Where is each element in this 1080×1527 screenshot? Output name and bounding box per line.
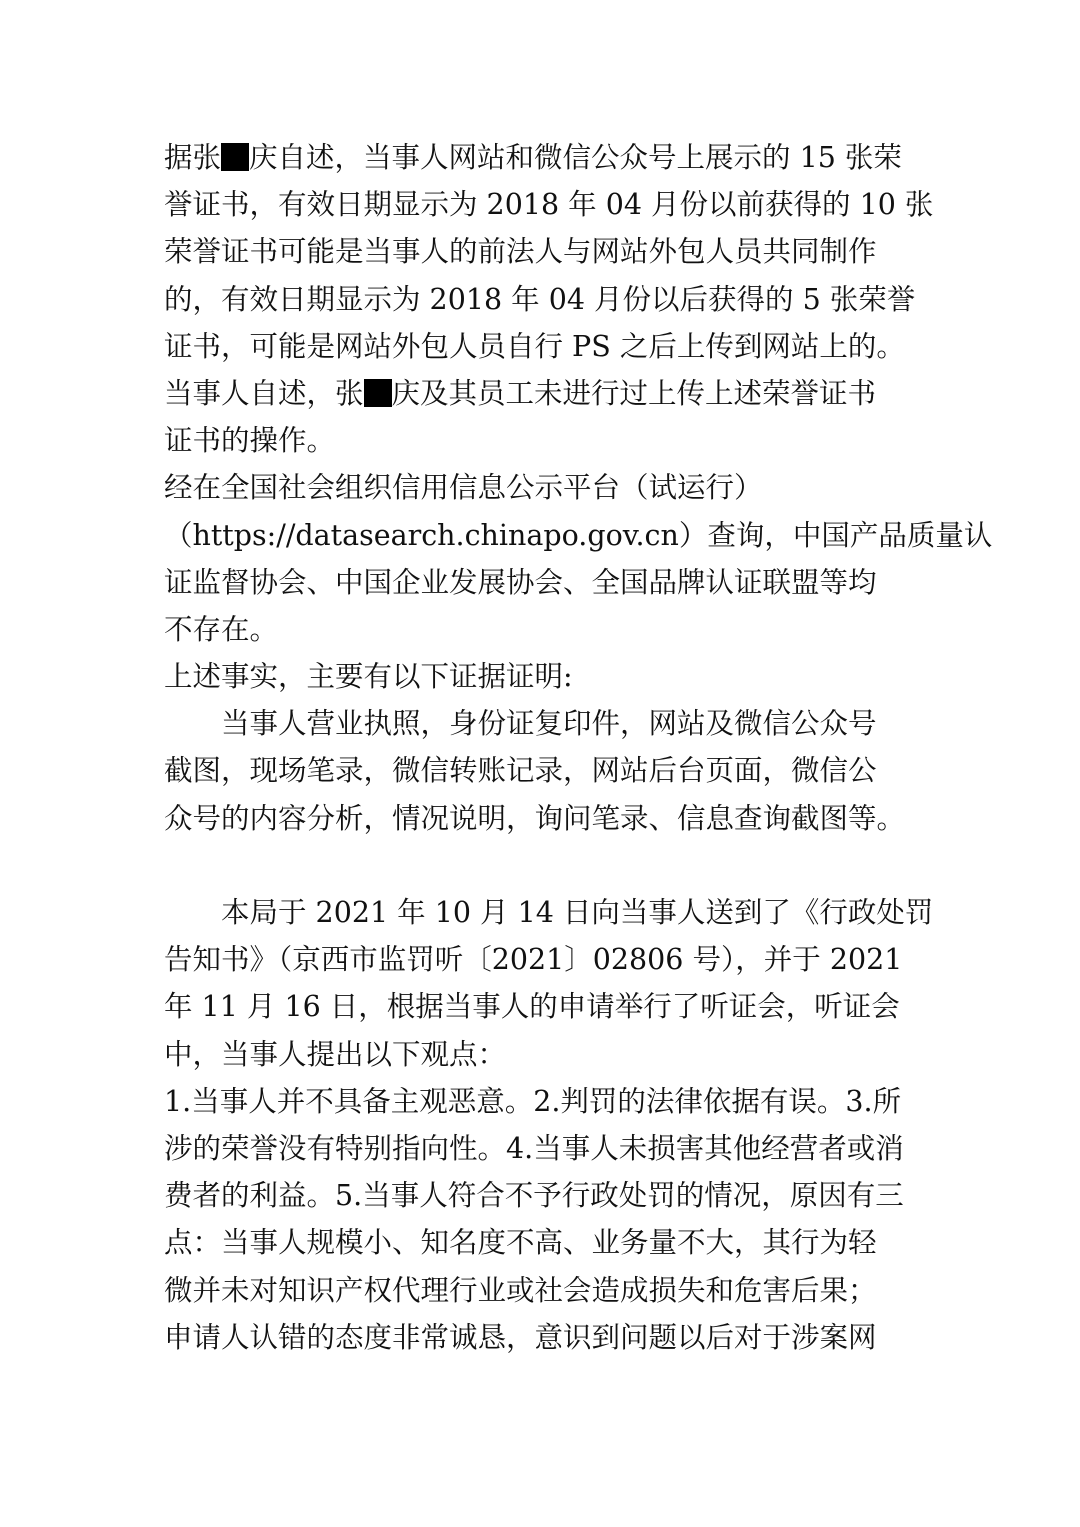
text-line: 年 11 月 16 日，根据当事人的申请举行了听证会，听证会 <box>164 990 900 1024</box>
paragraph-gap <box>164 842 924 889</box>
text-line: 据张 庆自述，当事人网站和微信公众号上展示的 15 张荣 <box>164 141 902 174</box>
text-line: 中，当事人提出以下观点： <box>164 1037 507 1071</box>
text-line: 当事人自述，张 庆及其员工未进行过上传上述荣誉证书 <box>164 376 877 410</box>
text-line: 微并未对知识产权代理行业或社会造成损失和危害后果； <box>164 1273 877 1307</box>
text-line: 不存在。 <box>164 612 279 646</box>
text-line: 截图，现场笔录，微信转账记录，网站后台页面，微信公 <box>164 754 877 788</box>
text-line: 证监督协会、中国企业发展协会、全国品牌认证联盟等均 <box>164 565 877 599</box>
text-line: 的，有效日期显示为 2018 年 04 月份以后获得的 5 张荣誉 <box>164 282 916 316</box>
text-line: 费者的利益。5.当事人符合不予行政处罚的情况，原因有三 <box>164 1179 904 1213</box>
text-line: 涉的荣誉没有特别指向性。4.当事人未损害其他经营者或消 <box>164 1131 904 1165</box>
text-line: （https://datasearch.chinapo.gov.cn）查询，中国产品质量认 <box>164 518 993 552</box>
text-line: 经在全国社会组织信用信息公示平台（试运行） <box>164 471 763 505</box>
text-line: 申请人认错的态度非常诚恳，意识到问题以后对于涉案网 <box>164 1320 877 1354</box>
text-line: 上述事实，主要有以下证据证明: <box>164 660 573 694</box>
redaction-block <box>364 379 392 407</box>
text-line: 点：当事人规模小、知名度不高、业务量不大，其行为轻 <box>164 1226 877 1260</box>
text-line: 誉证书，有效日期显示为 2018 年 04 月份以前获得的 10 张 <box>164 188 934 222</box>
redaction-block <box>221 143 249 171</box>
text-line: 本局于 2021 年 10 月 14 日向当事人送到了《行政处罚 <box>221 896 934 929</box>
text-line: 众号的内容分析，情况说明，询问笔录、信息查询截图等。 <box>164 801 906 835</box>
text-line: 告知书》（京西市监罚听〔2021〕02806 号），并于 2021 <box>164 943 903 977</box>
text-line: 1.当事人并不具备主观恶意。2.判罚的法律依据有误。3.所 <box>164 1084 902 1118</box>
text-line: 证书，可能是网站外包人员自行 PS 之后上传到网站上的。 <box>164 329 905 363</box>
document-body <box>164 134 993 1361</box>
text-line: 当事人营业执照，身份证复印件，网站及微信公众号 <box>221 707 877 741</box>
text-line: 证书的操作。 <box>164 424 336 458</box>
text-line: 荣誉证书可能是当事人的前法人与网站外包人员共同制作 <box>164 235 877 269</box>
